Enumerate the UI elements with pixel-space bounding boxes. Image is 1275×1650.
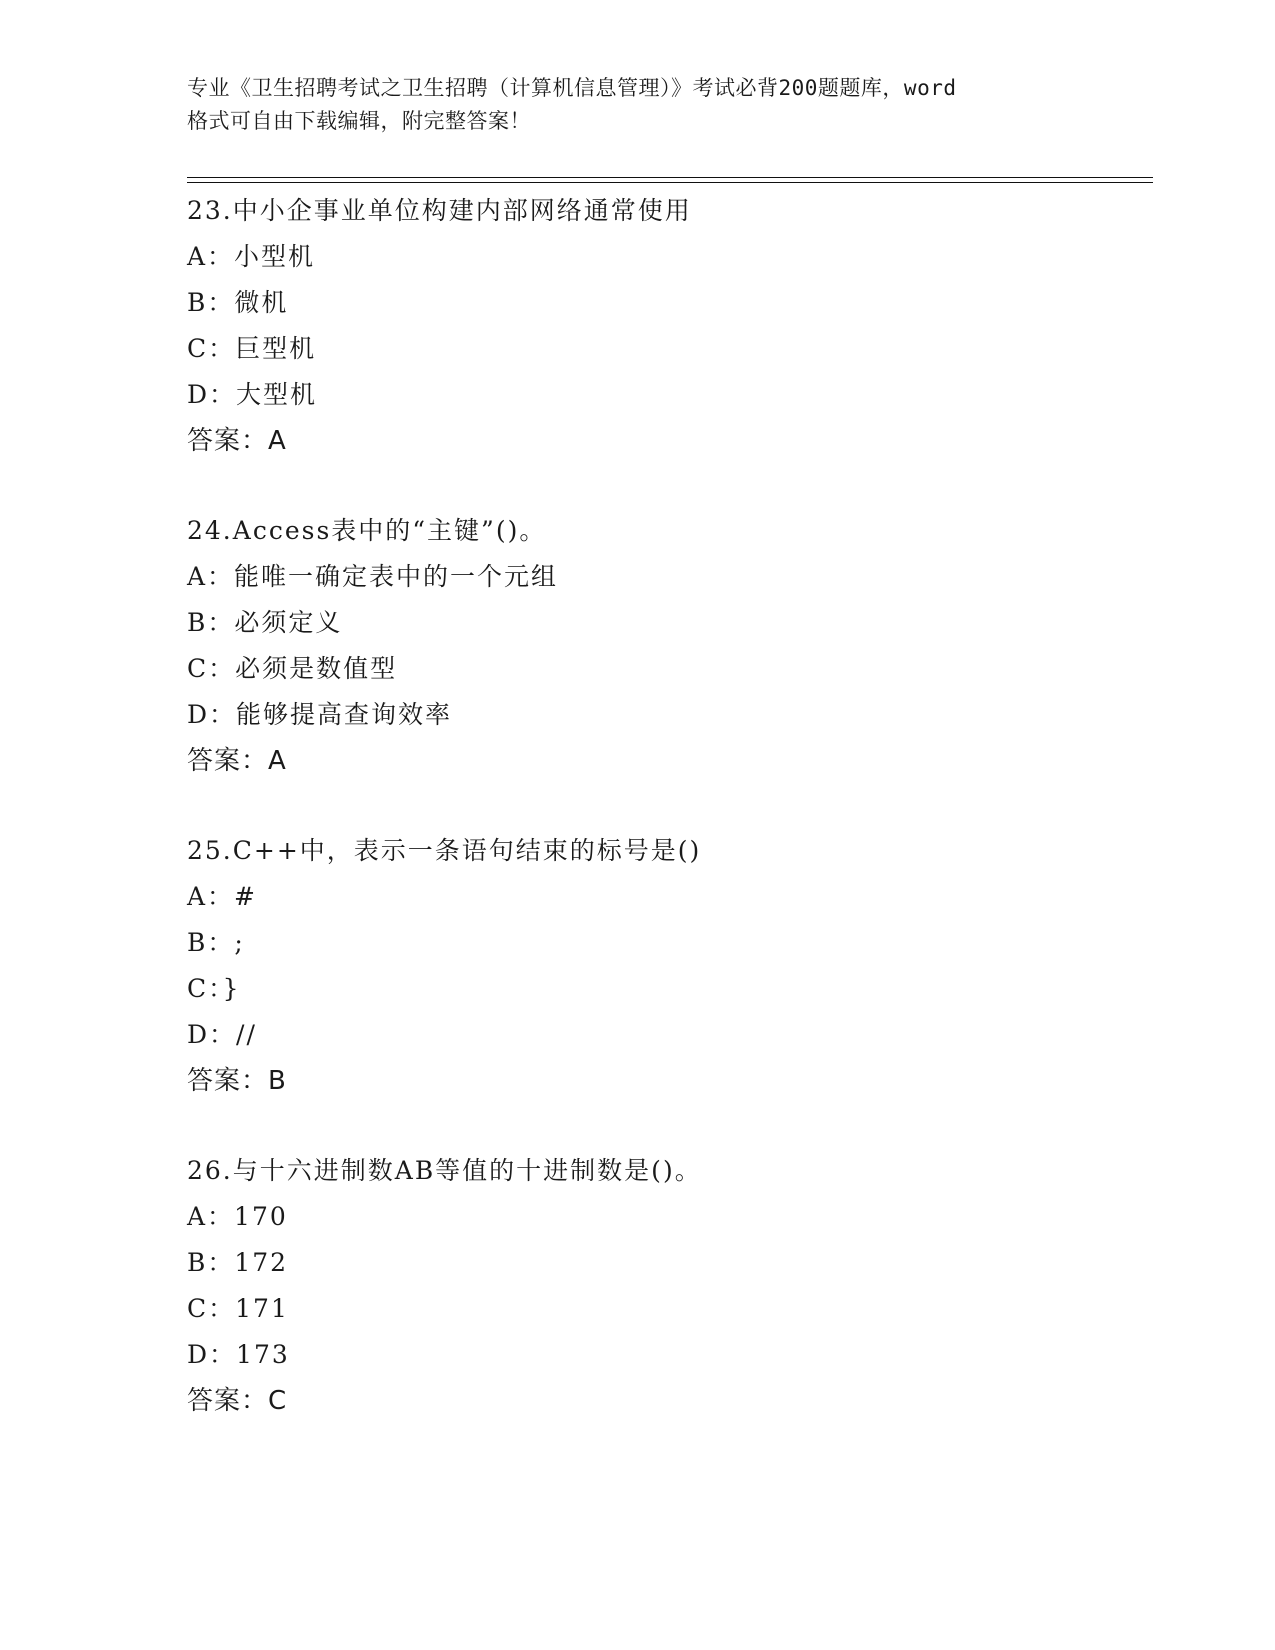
option-b: B：微机 xyxy=(187,288,289,317)
option-a: A：能唯一确定表中的一个元组 xyxy=(187,562,559,591)
option-b: B：必须定义 xyxy=(187,608,343,637)
question-23 xyxy=(187,188,1147,464)
option-b: B：; xyxy=(187,928,245,957)
option-c: C：171 xyxy=(187,1294,289,1323)
answer: 答案：B xyxy=(187,1066,287,1096)
header-divider-bottom xyxy=(187,182,1153,183)
header-line-2: 格式可自由下载编辑，附完整答案！ xyxy=(187,109,531,133)
option-c: C：必须是数值型 xyxy=(187,654,398,683)
option-a: A：# xyxy=(187,882,258,911)
option-d: D：// xyxy=(187,1020,257,1049)
question-stem: 26.与十六进制数AB等值的十进制数是()。 xyxy=(187,1156,702,1185)
header-line-1: 专业《卫生招聘考试之卫生招聘（计算机信息管理）》考试必背200题题库，word xyxy=(187,76,957,100)
option-b: B：172 xyxy=(187,1248,289,1277)
answer: 答案：A xyxy=(187,426,287,456)
document-header xyxy=(187,72,1087,138)
answer: 答案：A xyxy=(187,746,287,776)
question-stem: 24.Access表中的“主键”()。 xyxy=(187,516,547,545)
question-26 xyxy=(187,1148,1147,1424)
answer: 答案：C xyxy=(187,1386,288,1416)
option-a: A：170 xyxy=(187,1202,288,1231)
question-stem: 23.中小企事业单位构建内部网络通常使用 xyxy=(187,196,692,225)
option-c: C：巨型机 xyxy=(187,334,317,363)
option-d: D：173 xyxy=(187,1340,290,1369)
question-24 xyxy=(187,508,1147,784)
question-stem: 25.C++中，表示一条语句结束的标号是() xyxy=(187,836,702,865)
header-divider-top xyxy=(187,177,1153,178)
option-a: A：小型机 xyxy=(187,242,316,271)
question-25 xyxy=(187,828,1147,1104)
option-d: D：大型机 xyxy=(187,380,318,409)
option-d: D：能够提高查询效率 xyxy=(187,700,453,729)
option-c: C：} xyxy=(187,974,241,1003)
